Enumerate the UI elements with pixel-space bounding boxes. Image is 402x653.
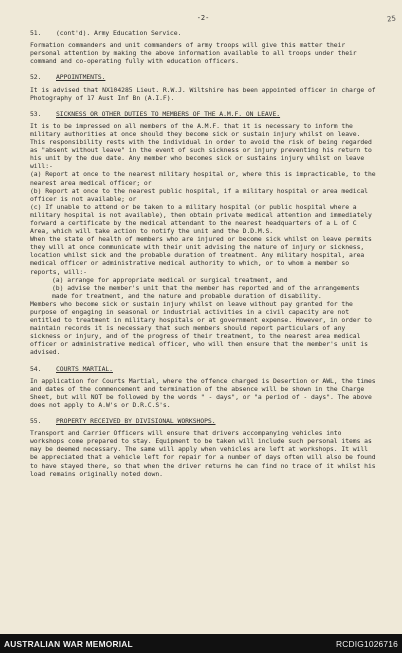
section-heading [30, 29, 376, 37]
section-paragraph: Members who become sick or sustain injury whilst on leave without pay granted for the purpose of engaging in seasonal or industrial activities in a civil capacity are not entitled to treatment in military hospitals or at government expense. However, in order to maintain records it is necessary that such members should report particulars of any sickness or injury, and of the progress of their treatment, to the nearest area medical officer or administrative medical officer, who will then ensure that the member's unit is advised. [30, 299, 372, 357]
section-paragraph: It is advised that NX104285 Lieut. R.W.J. Wiltshire has been appointed officer in charge of Photography of 17 Aust Inf Bn (A.I.F). [30, 85, 376, 102]
section-52 [30, 73, 376, 101]
section-number: 55. [30, 417, 42, 426]
archive-name: AUSTRALIAN WAR MEMORIAL [4, 638, 133, 649]
section-title: PROPERTY RECEIVED BY DIVISIONAL WORKSHOPS. [56, 417, 216, 426]
section-number: 53. [30, 109, 42, 118]
section-heading [30, 417, 376, 425]
section-51 [30, 29, 376, 65]
section-number: 51. [30, 29, 42, 38]
section-heading [30, 110, 376, 118]
document-body [30, 14, 376, 486]
list-item: (b) Report at once to the nearest public hospital, if a military hospital or area medical officer is not available; or [30, 186, 368, 203]
section-55 [30, 417, 376, 478]
list-item: (a) Report at once to the nearest military hospital or, where this is impracticable, to the nearest area medical officer; or [30, 170, 376, 187]
section-53 [30, 110, 376, 357]
section-heading [30, 73, 376, 81]
section-paragraph: When the state of health of members who are injured or become sick whilst on leave permits they will at once communicate with their unit advising the nature of injury or sickness, location whilst sick and the probable duration of treatment. Any military hospital, area medical officer or administrative medical authority to which, or to whom a member so reports, will:- [30, 235, 372, 276]
section-number: 54. [30, 364, 42, 373]
margin-annotation: 25 [386, 14, 397, 24]
section-title: COURTS MARTIAL. [56, 364, 113, 373]
page-number: -2- [196, 14, 210, 22]
instruction-list [30, 170, 376, 235]
instruction-list [30, 276, 376, 300]
section-title: (cont'd). Army Education Service. [56, 29, 182, 38]
section-paragraph: It is to be impressed on all members of the A.M.F. that it is necessary to inform the military authorities at once should they become sick or sustain injury whilst on leave. This responsibility rests with the individual in order to avoid the risk of being regarded as "absent without leave" in the event of such sickness or injury preventing his return to his unit by the due date. Any member who becomes sick or sustains injury whilst on leave will:- [30, 121, 372, 171]
list-item: (c) If unable to attend or be taken to a military hospital (or public hospital where a military hospital is not available), then obtain private medical attention and immediately forward a certificate by the medical attendant to the nearest headquarters of a L of C Area, which will take action to notify the unit and the D.D.M.S. [30, 202, 372, 236]
list-item: (a) arrange for appropriate medical or surgical treatment, and [52, 275, 288, 284]
record-id: RCDIG1026716 [336, 638, 398, 649]
section-heading [30, 365, 376, 373]
section-paragraph: Transport and Carrier Officers will ensure that drivers accompanying vehicles into workshops come prepared to stay. Equipment to be taken will include such personal items as may be deemed necessary. The same will apply when vehicles are left at workshops. It will be appreciated that a vehicle left for repair for a number of days often will also be found to have stayed there, so that when the driver returns he can find no trace of it whilst his load remains originally noted down. [30, 429, 376, 478]
section-number: 52. [30, 73, 42, 82]
archive-footer [0, 634, 402, 653]
section-paragraph: Formation commanders and unit commanders of army troops will give this matter their personal attention by making the above information available to all troops under their command and co-operating fully with education officers. [30, 41, 357, 66]
section-54 [30, 365, 376, 409]
section-title: APPOINTMENTS. [56, 73, 106, 82]
section-paragraph: In application for Courts Martial, where the offence charged is Desertion or AWL, the times and dates of the commencement and termination of the absence will be shown in the Charge Sheet, but will NOT be followed by the words " - days", or "a period of - days". The above does not apply to A.W's or D.R.C.S's. [30, 376, 376, 409]
section-title: SICKNESS OR OTHER DUTIES TO MEMBERS OF THE A.M.F. ON LEAVE. [56, 109, 281, 118]
list-item: (b) advise the member's unit that the member has reported and of the arrangements made for treatment, and the nature and probable duration of disability. [52, 283, 360, 300]
